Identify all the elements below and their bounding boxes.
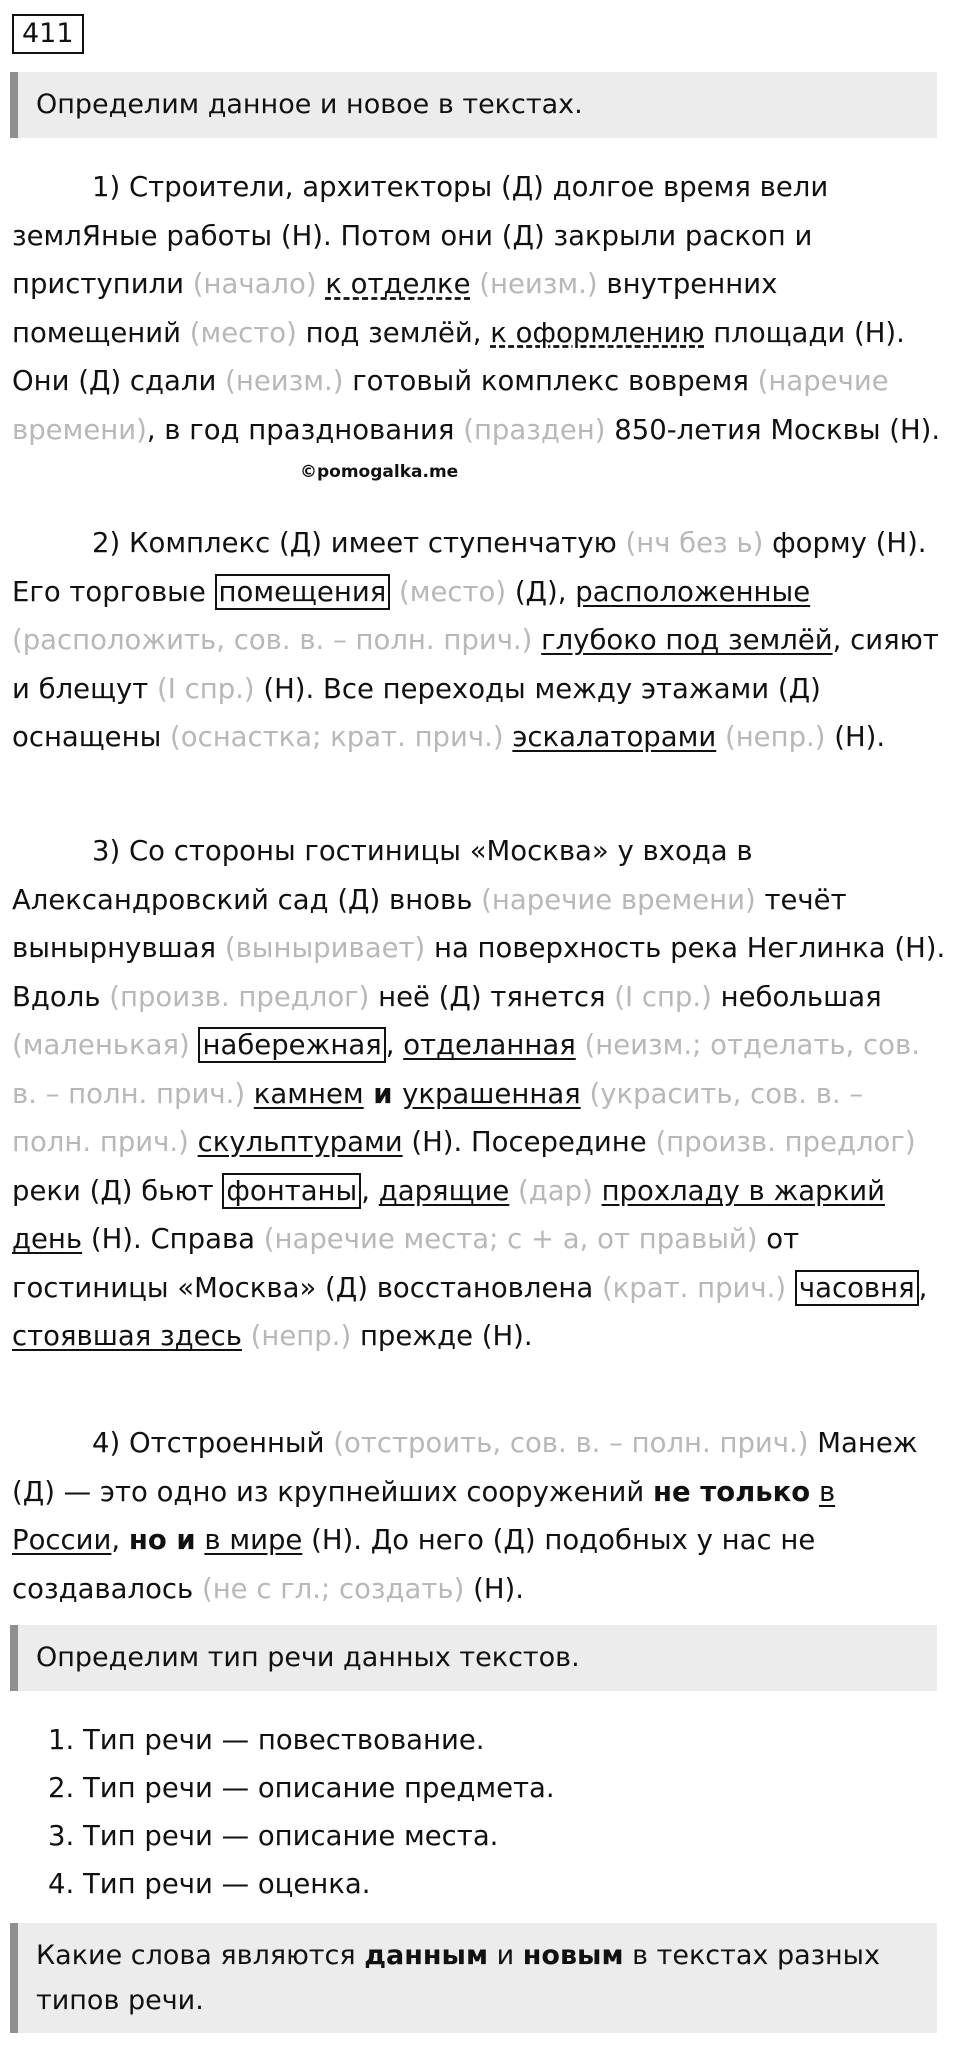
section-header-text: Определим тип речи данных текстов. bbox=[36, 1642, 580, 1673]
p3-text: (Н). Справа bbox=[82, 1223, 264, 1255]
p3-gray: (дар) bbox=[509, 1174, 602, 1207]
p3-underline: украшенная bbox=[402, 1077, 581, 1110]
p1-gray: (празден) bbox=[463, 413, 615, 446]
p3-gray: (наречие времени) bbox=[481, 883, 765, 916]
p2-underline: расположенные bbox=[575, 575, 811, 608]
p3-underline: стоявшая здесь bbox=[12, 1320, 242, 1352]
p3-gray: (непр.) bbox=[241, 1320, 360, 1352]
p3-gray: (наречие места; с + а, от правый) bbox=[263, 1223, 767, 1255]
list-item: 4. Тип речи — оценка. bbox=[48, 1868, 371, 1900]
p2-text: форму (Н). Его торговые bbox=[12, 527, 927, 608]
p1-text: площади (Н). Они (Д) сдали bbox=[12, 316, 905, 397]
watermark: ©pomogalka.me bbox=[300, 462, 459, 482]
list-item: 2. Тип речи — описание предмета. bbox=[48, 1772, 555, 1804]
p3-text: неё (Д) тянется bbox=[378, 980, 615, 1013]
p3-text: прежде (Н). bbox=[359, 1320, 533, 1352]
p3-gray: (I спр.) bbox=[614, 980, 721, 1013]
question-text: Какие слова являются bbox=[36, 1940, 365, 1971]
p3-text: и bbox=[363, 1077, 403, 1110]
p4-gray: (не с гл.; создать) bbox=[201, 1572, 474, 1605]
list-item: 1. Тип речи — повествование. bbox=[48, 1724, 485, 1756]
p2-gray: (I спр.) bbox=[157, 672, 264, 705]
p2-gray: (нч без ь) bbox=[625, 527, 773, 559]
p3-underline: дарящие bbox=[378, 1174, 510, 1207]
p4-text: (Н). До него (Д) подобных у нас не создавалось bbox=[12, 1524, 816, 1605]
p1-gray: (неизм.) bbox=[470, 268, 607, 300]
p3-text: небольшая bbox=[720, 980, 882, 1013]
p3-text: на поверхность река Неглинка (Н). Вдоль bbox=[12, 932, 946, 1013]
p3-gray: (неизм.; отделать, сов. в. – полн. прич.) bbox=[12, 1029, 920, 1110]
p1-text: под землёй, bbox=[305, 316, 491, 349]
p2-text: (Н). bbox=[834, 721, 886, 753]
p4-text bbox=[810, 1476, 819, 1508]
p3-text: (Н). Посередине bbox=[402, 1126, 656, 1158]
task-number: 411 bbox=[12, 14, 84, 54]
paragraph-4 bbox=[12, 1419, 947, 1613]
p4-text: , bbox=[111, 1524, 129, 1556]
p2-underline: эскалаторами bbox=[512, 721, 717, 753]
p3-boxed-word: часовня bbox=[795, 1270, 919, 1306]
p3-underline: скульптурами bbox=[197, 1126, 403, 1158]
p1-gray: (начало) bbox=[184, 268, 326, 300]
p1-gray: (неизм.) bbox=[225, 365, 353, 397]
question-text: и bbox=[488, 1940, 523, 1971]
p1-gray: (наречие времени) bbox=[12, 365, 889, 446]
p1-gray: (место) bbox=[189, 316, 306, 349]
section-header-text: Определим данное и новое в текстах. bbox=[36, 89, 583, 120]
section-header-question bbox=[10, 1923, 937, 2033]
p3-text: от гостиницы «Москва» (Д) восстановлена bbox=[12, 1223, 800, 1304]
paragraph-2 bbox=[12, 519, 947, 762]
p1-text: внутренних помещений bbox=[12, 268, 778, 349]
p3-text: течёт вынырнувшая bbox=[12, 883, 847, 964]
p3-text: , bbox=[385, 1029, 404, 1061]
p3-text: реки (Д) бьют bbox=[12, 1174, 223, 1207]
p3-underline: камнем bbox=[253, 1077, 364, 1110]
p2-gray: (расположить, сов. в. – полн. прич.) bbox=[12, 624, 542, 656]
p4-text: 4) Отстроенный bbox=[92, 1427, 334, 1459]
p3-gray: (крат. прич.) bbox=[601, 1271, 795, 1304]
p2-boxed-word: помещения bbox=[215, 574, 391, 610]
section-header-speech-type bbox=[10, 1625, 937, 1691]
p3-gray: (произв. предлог) bbox=[655, 1126, 916, 1158]
question-text: в текстах разных типов речи. bbox=[36, 1940, 880, 2016]
p3-text: 3) Со стороны гостиницы «Москва» у входа в Александровский сад (Д) вновь bbox=[12, 835, 753, 916]
section-header-given-new bbox=[10, 72, 937, 138]
p3-gray: (украсить, сов. в. – полн. прич.) bbox=[12, 1077, 864, 1158]
paragraph-1 bbox=[12, 163, 947, 454]
p3-boxed-word: набережная bbox=[198, 1027, 385, 1063]
p3-underline: отделанная bbox=[403, 1029, 576, 1061]
p1-text: готовый комплекс вовремя bbox=[352, 365, 758, 397]
speech-type-list bbox=[48, 1716, 555, 1908]
question-bold: новым bbox=[522, 1940, 624, 1971]
p3-text: , bbox=[918, 1271, 928, 1304]
p3-gray: (произв. предлог) bbox=[109, 980, 379, 1013]
p2-text: , сияют и блещут bbox=[12, 624, 939, 705]
p4-bold: но и bbox=[128, 1524, 196, 1556]
list-item: 3. Тип речи — описание места. bbox=[48, 1820, 499, 1852]
p3-underline: прохладу в жаркий день bbox=[12, 1174, 885, 1255]
p3-gray: (выныривает) bbox=[224, 932, 434, 964]
p1-underline: к оформлению bbox=[490, 316, 705, 349]
p1-text: 1) Строители, архитекторы (Д) долгое время вели землЯные работы (Н). Потом они (Д) закрыли раскоп и приступили bbox=[12, 171, 829, 300]
p4-text: Манеж (Д) — это одно из крупнейших сооружений bbox=[12, 1427, 918, 1508]
p2-text: (Д), bbox=[514, 575, 576, 608]
p3-gray: (маленькая) bbox=[12, 1029, 199, 1061]
p2-gray: (место) bbox=[390, 575, 515, 608]
p2-gray: (оснастка; крат. прич.) bbox=[170, 721, 513, 753]
p1-text: , в год празднования bbox=[146, 413, 464, 446]
question-bold: данным bbox=[364, 1940, 489, 1971]
p4-text: (Н). bbox=[473, 1572, 524, 1605]
p2-text: 2) Комплекс (Д) имеет ступенчатую bbox=[92, 527, 626, 559]
p4-underline: в мире bbox=[204, 1524, 303, 1556]
p2-gray: (непр.) bbox=[716, 721, 835, 753]
p4-gray: (отстроить, сов. в. – полн. прич.) bbox=[333, 1427, 809, 1459]
p1-text: 850-летия Москвы (Н). bbox=[614, 413, 941, 446]
p2-text: (Н). Все переходы между этажами (Д) оснащены bbox=[12, 672, 821, 753]
p4-bold: не только bbox=[653, 1475, 811, 1508]
paragraph-3 bbox=[12, 827, 947, 1361]
p4-underline: в России bbox=[12, 1475, 836, 1556]
p1-underline: к отделке bbox=[325, 268, 471, 300]
p3-boxed-word: фонтаны bbox=[222, 1173, 361, 1209]
p3-text: , bbox=[361, 1174, 379, 1207]
p2-underline: глубоко под землёй bbox=[541, 624, 833, 656]
